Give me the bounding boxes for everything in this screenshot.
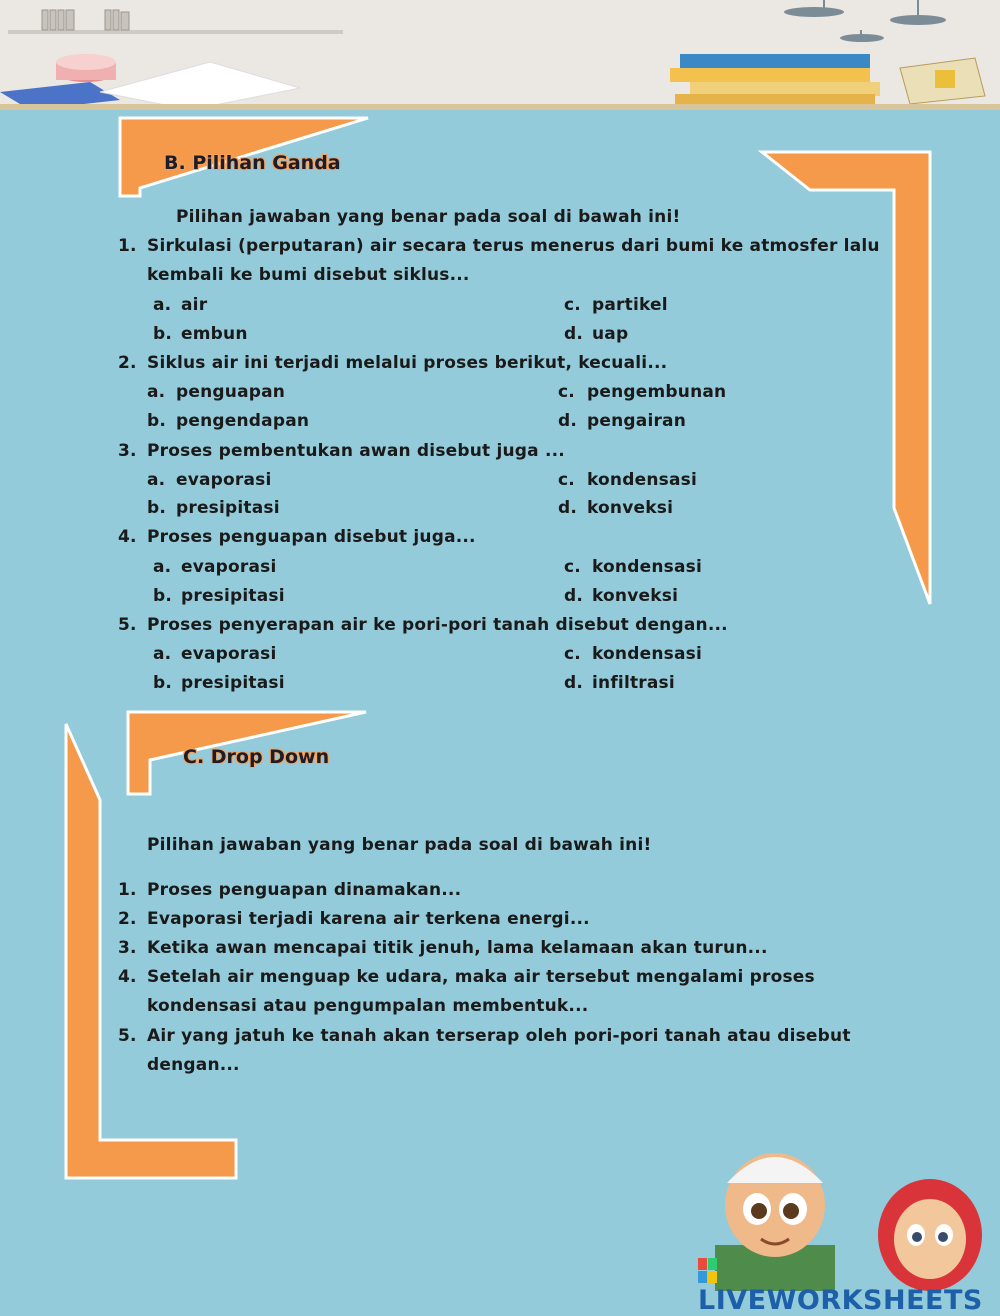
option-key: d. [558,498,578,518]
option-key: d. [564,673,584,693]
section-c-title: C. Drop Down [183,746,330,768]
question-number: 5. [118,1026,137,1046]
option-text: air [181,295,208,315]
option-text: presipitasi [176,498,280,518]
option-text: presipitasi [181,586,285,606]
question-number: 3. [118,441,137,461]
question-text: kembali ke bumi disebut siklus... [147,265,470,285]
option-text: konveksi [587,498,674,518]
option-text: kondensasi [592,644,702,664]
option-key: c. [564,557,581,577]
liveworksheets-text: LIVEWORKSHEETS [698,1285,983,1316]
question-text: dengan... [147,1055,240,1075]
option-key: a. [153,557,172,577]
question-number: 1. [118,880,137,900]
option-text: uap [592,324,629,344]
option-text: evaporasi [181,644,277,664]
option-text: konveksi [592,586,679,606]
question-number: 2. [118,909,137,929]
option-key: b. [147,498,167,518]
option-key: c. [558,382,575,402]
question-number: 5. [118,615,137,635]
option-text: presipitasi [181,673,285,693]
option-key: d. [558,411,578,431]
option-text: embun [181,324,248,344]
cup-icon [56,54,116,82]
lamp-icon [784,0,946,42]
desk-illustration [0,0,1000,110]
option-text: pengairan [587,411,687,431]
question-text: Proses pembentukan awan disebut juga ... [147,441,565,461]
option-text: penguapan [176,382,286,402]
option-key: c. [564,295,581,315]
question-text: Ketika awan mencapai titik jenuh, lama kelamaan akan turun... [147,938,768,958]
option-key: a. [153,295,172,315]
question-text: Sirkulasi (perputaran) air secara terus menerus dari bumi ke atmosfer lalu [147,236,880,256]
question-number: 2. [118,353,137,373]
question-number: 4. [118,527,137,547]
section-b-instruction: Pilihan jawaban yang benar pada soal di bawah ini! [176,207,681,227]
option-text: pengembunan [587,382,727,402]
option-text: kondensasi [592,557,702,577]
option-key: b. [147,411,167,431]
question-text: Proses penguapan dinamakan... [147,880,462,900]
option-text: evaporasi [181,557,277,577]
option-key: d. [564,586,584,606]
option-key: b. [153,586,173,606]
option-key: a. [147,470,166,490]
question-number: 1. [118,236,137,256]
section-b-title: B. Pilihan Ganda [164,152,341,174]
option-key: b. [153,324,173,344]
header-banner [0,0,1000,110]
liveworksheets-watermark [698,1254,1000,1316]
liveworksheets-badge-icon [698,1258,718,1284]
question-text: kondensasi atau pengumpalan membentuk... [147,996,589,1016]
option-key: a. [147,382,166,402]
option-key: d. [564,324,584,344]
option-text: evaporasi [176,470,272,490]
question-text: Proses penguapan disebut juga... [147,527,476,547]
bracket-right [762,152,930,604]
question-text: Setelah air menguap ke udara, maka air tersebut mengalami proses [147,967,815,987]
option-key: b. [153,673,173,693]
paper-icon [100,62,300,110]
question-text: Evaporasi terjadi karena air terkena energi... [147,909,590,929]
option-text: infiltrasi [592,673,675,693]
frame-decoration [0,110,1000,1291]
calendar-icon [900,58,985,104]
section-c-instruction: Pilihan jawaban yang benar pada soal di bawah ini! [147,835,652,855]
book-stack-icon [670,54,880,104]
option-text: kondensasi [587,470,697,490]
shelf-books-icon [42,10,129,30]
question-number: 3. [118,938,137,958]
question-text: Proses penyerapan air ke pori-pori tanah disebut dengan... [147,615,728,635]
option-key: a. [153,644,172,664]
option-key: c. [558,470,575,490]
question-text: Siklus air ini terjadi melalui proses berikut, kecuali... [147,353,668,373]
question-number: 4. [118,967,137,987]
option-text: partikel [592,295,668,315]
option-text: pengendapan [176,411,310,431]
question-text: Air yang jatuh ke tanah akan terserap oleh pori-pori tanah atau disebut [147,1026,851,1046]
option-key: c. [564,644,581,664]
